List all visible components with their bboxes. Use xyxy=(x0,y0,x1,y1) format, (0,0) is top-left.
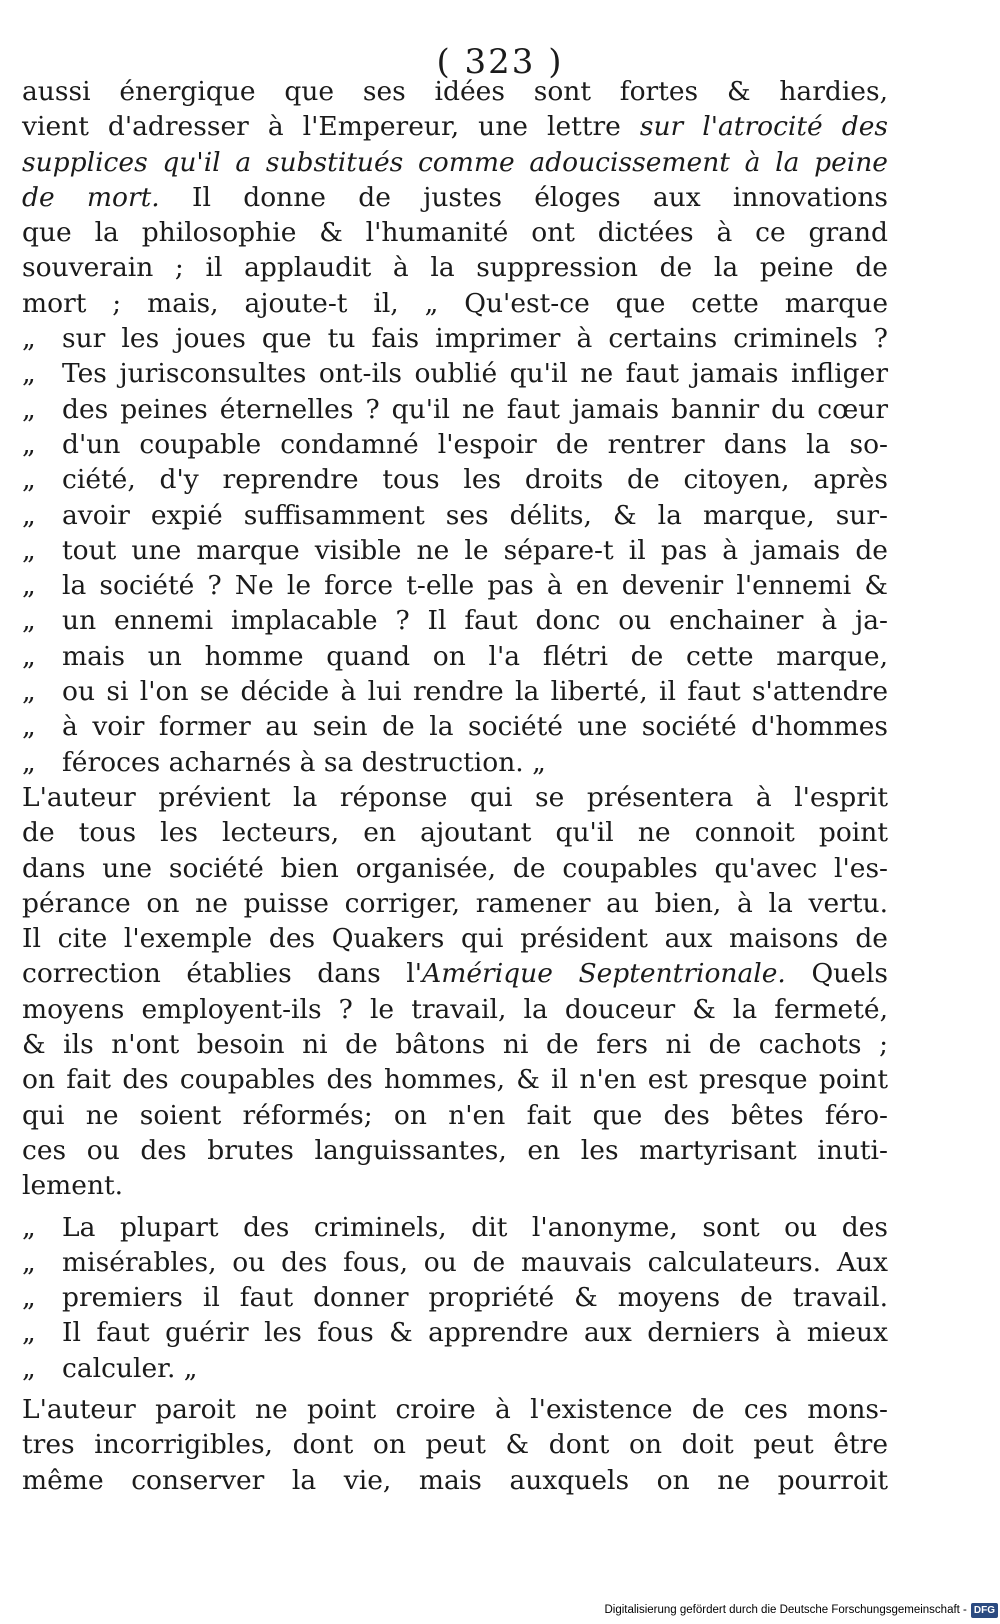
text-segment: on fait des coupables des hommes, & il n'en est presque point xyxy=(22,1064,888,1096)
text-segment: un ennemi implacable ? Il faut donc ou enchainer à ja- xyxy=(62,605,888,637)
italic-segment: de mort. xyxy=(22,181,160,213)
text-segment: ciété, d'y reprendre tous les droits de citoyen, après xyxy=(62,464,888,496)
quote-mark: „ xyxy=(22,711,36,743)
text-line xyxy=(22,674,888,709)
text-segment: tout une marque visible ne le sépare-t il pas à jamais de xyxy=(62,534,888,566)
page-number: ( 323 ) xyxy=(436,42,564,82)
text-segment: la société ? Ne le force t-elle pas à en devenir l'ennemi & xyxy=(62,570,888,602)
body-text xyxy=(22,74,888,1498)
text-segment: aussi énergique que ses idées sont fortes & hardies, xyxy=(22,76,888,107)
text-line xyxy=(22,851,888,886)
text-line xyxy=(22,1027,888,1062)
text-line xyxy=(22,286,888,321)
text-segment: L'auteur paroit ne point croire à l'existence de ces mons- xyxy=(22,1393,888,1425)
quote-mark: „ xyxy=(22,1317,36,1349)
text-line xyxy=(22,392,888,427)
text-line xyxy=(22,921,888,956)
text-line xyxy=(22,1463,888,1498)
text-line xyxy=(22,109,888,144)
text-line xyxy=(22,568,888,603)
quote-mark: „ xyxy=(22,746,36,778)
quote-mark: „ xyxy=(22,428,36,460)
text-segment: des peines éternelles ? qu'il ne faut jamais bannir du cœur xyxy=(62,393,888,425)
text-segment: moyens employent-ils ? le travail, la douceur & la fermeté, xyxy=(22,993,888,1025)
text-segment: Il cite l'exemple des Quakers qui président aux maisons de xyxy=(22,923,888,955)
quote-mark: „ xyxy=(22,499,36,531)
text-line xyxy=(22,709,888,744)
text-segment: lement. xyxy=(22,1170,124,1202)
text-line xyxy=(22,427,888,462)
text-segment: Il donne de justes éloges aux innovations xyxy=(159,181,888,213)
quote-mark: „ xyxy=(22,323,36,355)
text-segment: ou si l'on se décide à lui rendre la liberté, il faut s'attendre xyxy=(62,676,888,708)
footer-credit: Digitalisierung gefördert durch die Deutsche Forschungsgemeinschaft - xyxy=(604,1604,967,1616)
text-line xyxy=(22,180,888,215)
italic-segment: Amérique Septentrionale. xyxy=(422,958,786,990)
text-line xyxy=(22,1280,888,1315)
quote-mark: „ xyxy=(22,358,36,390)
text-segment: avoir expié suffisamment ses délits, & la marque, sur- xyxy=(62,499,888,531)
quote-mark: „ xyxy=(22,1282,36,1314)
text-line xyxy=(22,1210,888,1245)
text-segment: que la philosophie & l'humanité ont dictées à ce grand xyxy=(22,217,888,249)
text-segment: d'un coupable condamné l'espoir de rentrer dans la so- xyxy=(62,428,888,460)
text-segment: L'auteur prévient la réponse qui se présentera à l'esprit xyxy=(22,781,888,813)
text-segment: sur les joues que tu fais imprimer à certains criminels ? xyxy=(62,323,888,355)
text-segment: & ils n'ont besoin ni de bâtons ni de fers ni de cachots ; xyxy=(22,1029,888,1061)
text-segment: ces ou des brutes languissantes, en les martyrisant inuti- xyxy=(22,1134,888,1166)
text-segment: misérables, ou des fous, ou de mauvais calculateurs. Aux xyxy=(62,1246,888,1278)
text-segment: correction établies dans l' xyxy=(22,958,423,990)
text-segment: féroces acharnés à sa destruction. „ xyxy=(62,746,546,778)
text-segment: premiers il faut donner propriété & moyens de travail. xyxy=(62,1282,888,1314)
text-segment: vient d'adresser à l'Empereur, une lettre xyxy=(22,111,640,143)
text-line xyxy=(22,74,888,109)
text-line xyxy=(22,780,888,815)
text-segment: même conserver la vie, mais auxquels on ne pourroit xyxy=(22,1464,888,1496)
quote-mark: „ xyxy=(22,1352,36,1384)
text-line xyxy=(22,356,888,391)
quote-mark: „ xyxy=(22,570,36,602)
text-segment: Quels xyxy=(785,958,889,990)
text-segment: La plupart des criminels, dit l'anonyme, sont ou des xyxy=(62,1211,888,1243)
text-line xyxy=(22,815,888,850)
text-line xyxy=(22,145,888,180)
text-line xyxy=(22,886,888,921)
text-line xyxy=(22,1427,888,1462)
quote-mark: „ xyxy=(22,605,36,637)
quote-mark: „ xyxy=(22,534,36,566)
text-segment: souverain ; il applaudit à la suppression de la peine de xyxy=(22,252,888,284)
text-line xyxy=(22,1133,888,1168)
text-line xyxy=(22,603,888,638)
quote-mark: „ xyxy=(22,1211,36,1243)
text-line xyxy=(22,992,888,1027)
text-segment: de tous les lecteurs, en ajoutant qu'il ne connoit point xyxy=(22,817,888,849)
italic-segment: sur l'atrocité des xyxy=(639,111,889,143)
text-segment: tres incorrigibles, dont on peut & dont on doit peut être xyxy=(22,1429,888,1461)
dfg-logo: DFG xyxy=(971,1603,998,1618)
text-line xyxy=(22,215,888,250)
text-line xyxy=(22,639,888,674)
footer xyxy=(604,1600,1000,1620)
text-segment: calculer. „ xyxy=(62,1352,198,1384)
quote-mark: „ xyxy=(22,640,36,672)
text-line xyxy=(22,1245,888,1280)
quote-mark: „ xyxy=(22,1246,36,1278)
text-line xyxy=(22,1098,888,1133)
text-line xyxy=(22,1062,888,1097)
text-segment: mort ; mais, ajoute-t il, „ Qu'est-ce que cette marque xyxy=(22,287,888,319)
text-line xyxy=(22,745,888,780)
text-segment: à voir former au sein de la société une société d'hommes xyxy=(62,711,888,743)
text-segment: Tes jurisconsultes ont-ils oublié qu'il ne faut jamais infliger xyxy=(62,358,888,390)
text-line xyxy=(22,956,888,991)
text-line xyxy=(22,1392,888,1427)
text-line xyxy=(22,498,888,533)
quote-mark: „ xyxy=(22,464,36,496)
quote-mark: „ xyxy=(22,676,36,708)
text-line xyxy=(22,321,888,356)
quote-mark: „ xyxy=(22,393,36,425)
text-segment: pérance on ne puisse corriger, ramener au bien, à la vertu. xyxy=(22,887,888,919)
text-segment: Il faut guérir les fous & apprendre aux derniers à mieux xyxy=(62,1317,888,1349)
text-line xyxy=(22,250,888,285)
text-line xyxy=(22,1168,888,1203)
text-line xyxy=(22,533,888,568)
text-line xyxy=(22,462,888,497)
text-line xyxy=(22,1351,888,1386)
text-segment: dans une société bien organisée, de coupables qu'avec l'es- xyxy=(22,852,888,884)
italic-segment: supplices qu'il a substitués comme adoucissement à la peine xyxy=(22,146,888,178)
text-line xyxy=(22,1315,888,1350)
text-segment: mais un homme quand on l'a flétri de cette marque, xyxy=(62,640,888,672)
text-segment: qui ne soient réformés; on n'en fait que des bêtes féro- xyxy=(22,1099,888,1131)
